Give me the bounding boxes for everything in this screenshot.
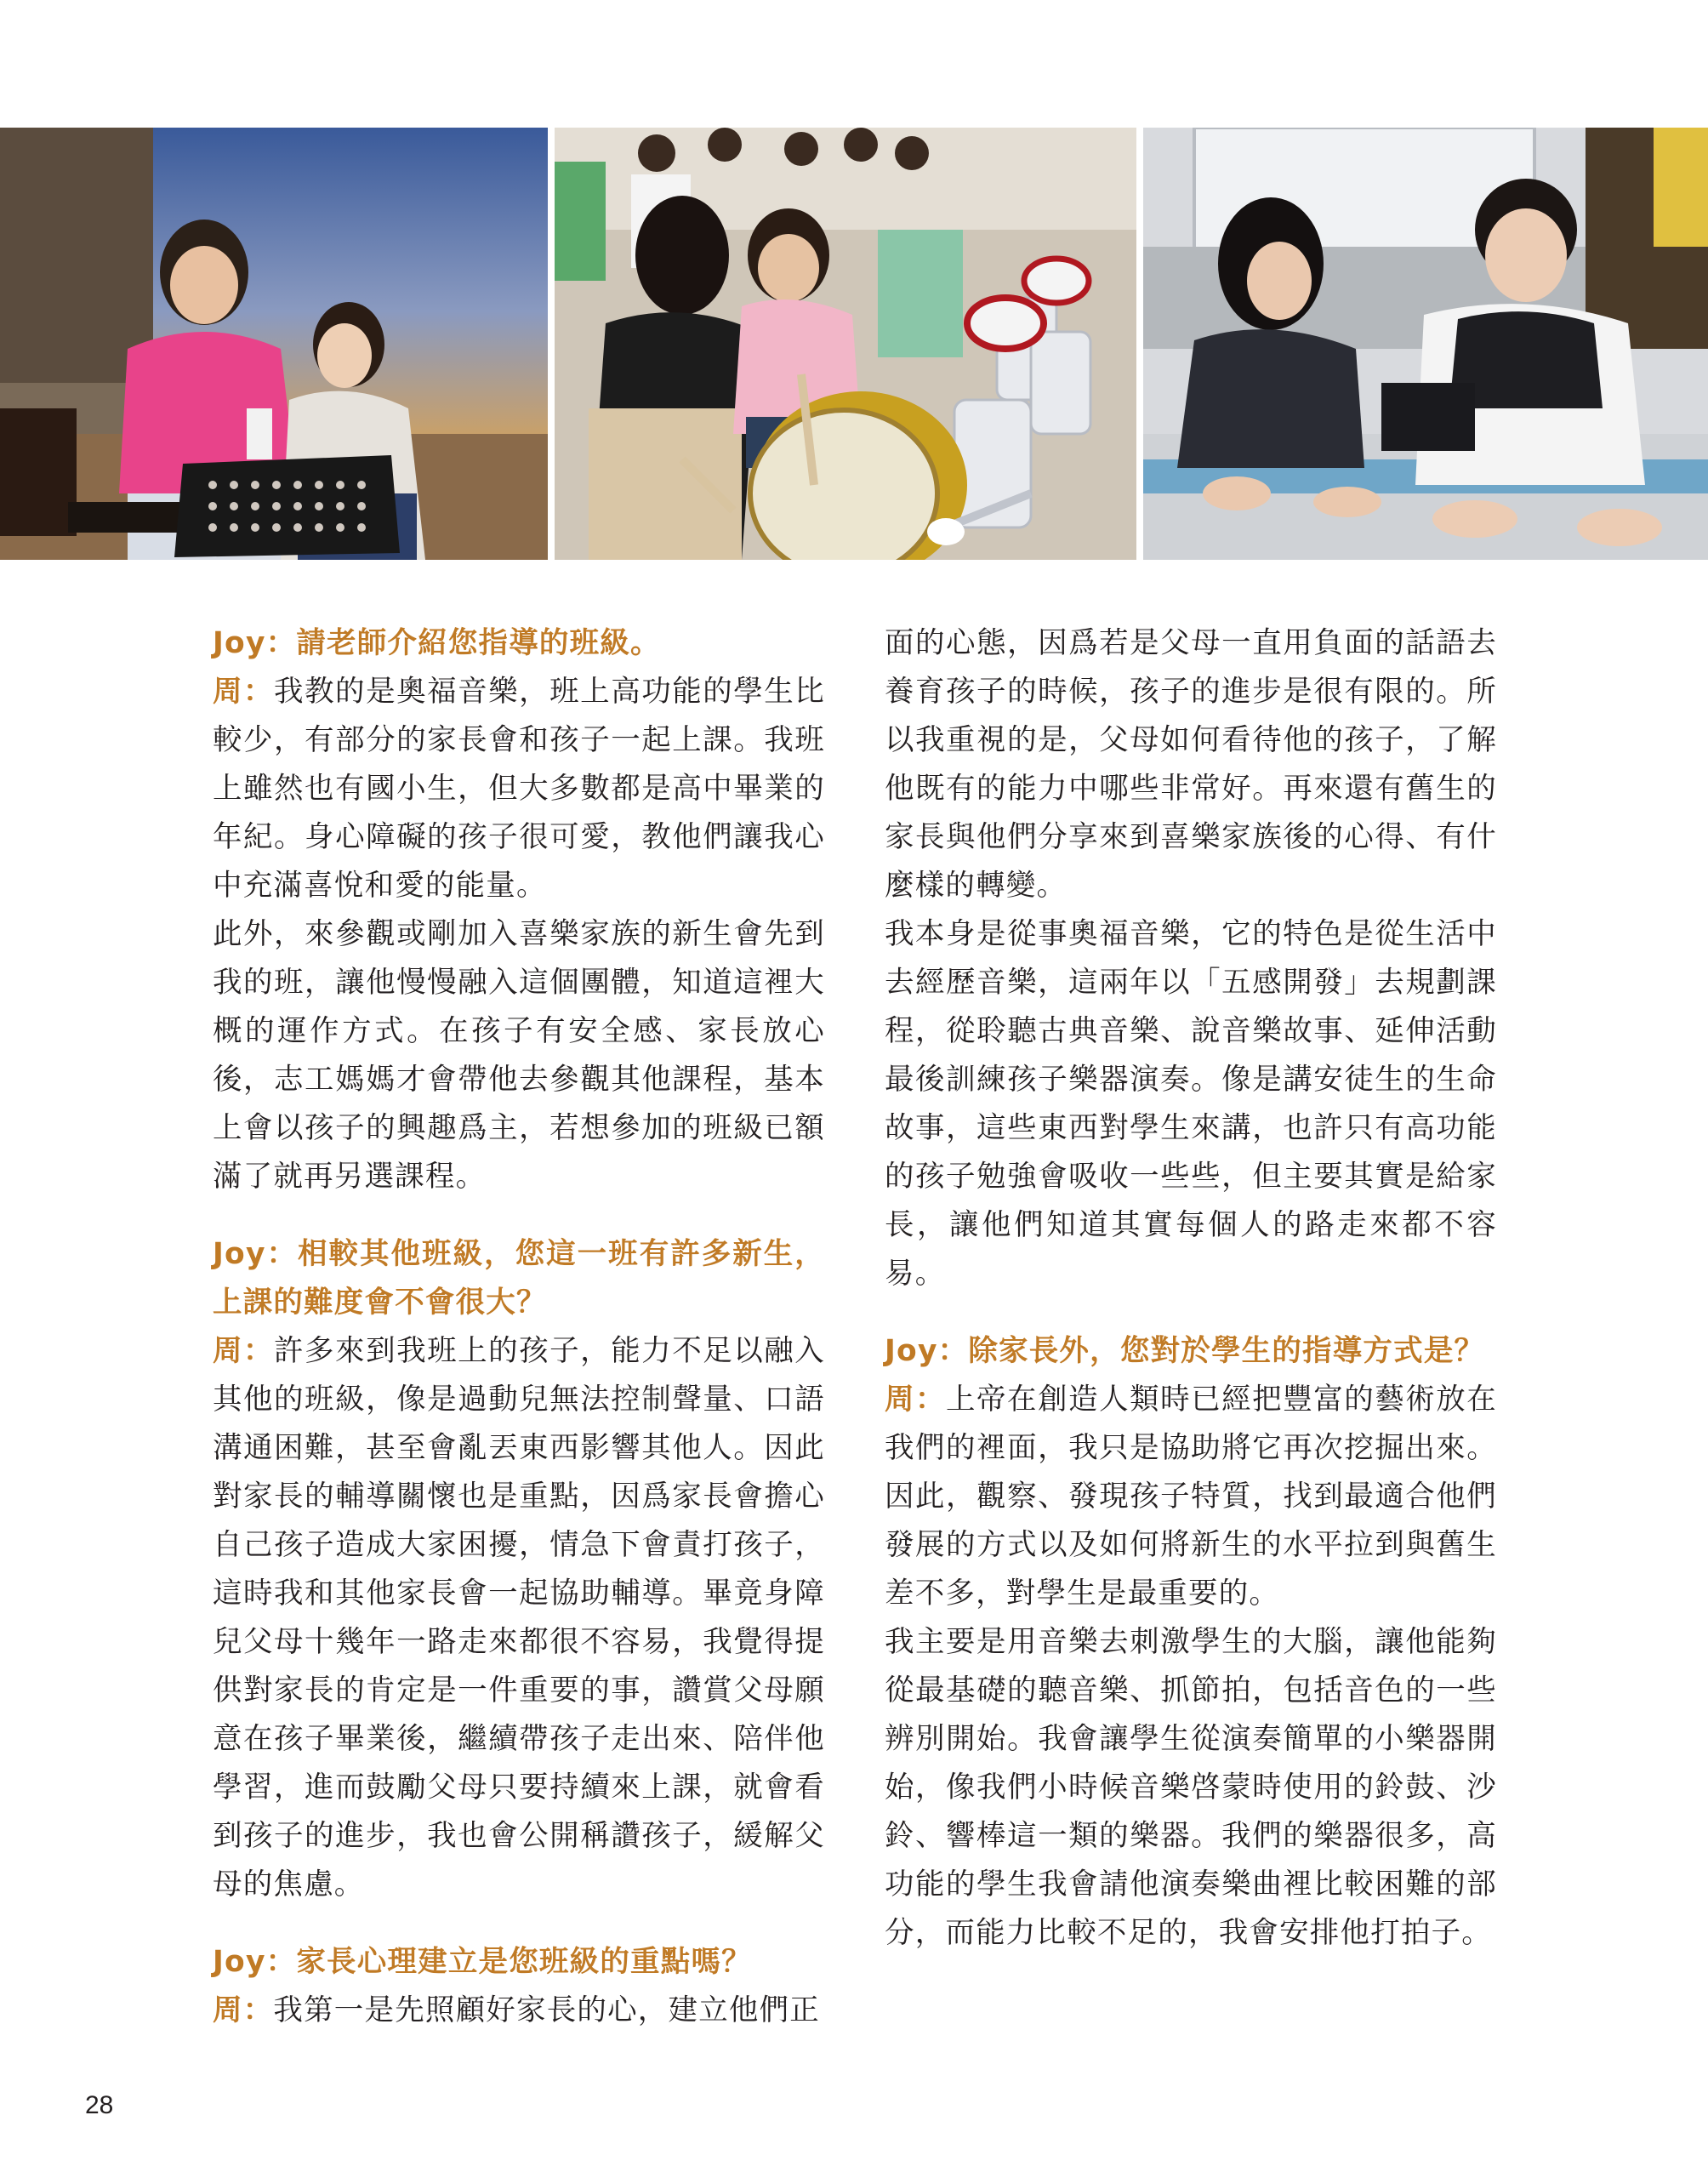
question-text: 相較其他班級，您這一班有許多新生，上課的難度會不會很大？ (213, 1237, 825, 1320)
interviewer-label: Joy： (213, 1237, 298, 1271)
article-column-left (213, 619, 825, 2035)
article-column-right (885, 619, 1497, 1958)
answer-text: 我本身是從事奧福音樂，它的特色是從生活中去經歷音樂，這兩年以「五感開發」去規劃課程，從聆聽古典音樂、說音樂故事、延伸活動最後訓練孩子樂器演奏。像是講安徒生的生命故事，這些東西對學生來講，也許只有高功能的孩子勉強會吸收一些些，但主要其實是給家長，讓他們知道其實每個人的路走來都不容易。 (885, 917, 1497, 1291)
question-text: 請老師介紹您指導的班級。 (296, 626, 661, 660)
page-number: 28 (85, 2091, 114, 2119)
photo-drum-class (555, 128, 1136, 560)
answer-text: 我教的是奧福音樂，班上高功能的學生比較少，有部分的家長會和孩子一起上課。我班上雖然也有國小生，但大多數都是高中畢業的年紀。身心障礙的孩子很可愛，教他們讓我心中充滿喜悅和愛的能量。 (213, 675, 825, 903)
photo-floor-movement (1143, 128, 1708, 560)
answer-paragraph (885, 619, 1497, 910)
speaker-label: 周： (213, 675, 275, 709)
answer-paragraph (885, 1618, 1497, 1958)
answer-text: 許多來到我班上的孩子，能力不足以融入其他的班級，像是過動兒無法控制聲量、口語溝通困難，甚至會亂丟東西影響其他人。因此對家長的輔導關懷也是重點，因爲家長會擔心自己孩子造成大家困擾，情急下會責打孩子，這時我和其他家長會一起協助輔導。畢竟身障兒父母十幾年一路走來都很不容易，我覺得提供對家長的肯定是一件重要的事，讚賞父母願意在孩子畢業後，繼續帶孩子走出來、陪伴他學習，進而鼓勵父母只要持續來上課，就會看到孩子的進步，我也會公開稱讚孩子，緩解父母的焦慮。 (213, 1334, 825, 1901)
answer-text: 此外，來參觀或剛加入喜樂家族的新生會先到我的班，讓他慢慢融入這個團體，知道這裡大概的運作方式。在孩子有安全感、家長放心後，志工媽媽才會帶他去參觀其他課程，基本上會以孩子的興趣爲主，若想參加的班級已額滿了就再另選課程。 (213, 917, 825, 1194)
answer-paragraph (213, 1327, 825, 1909)
speaker-label: 周： (213, 1334, 275, 1368)
speaker-label: 周： (885, 1383, 947, 1417)
interviewer-label: Joy： (213, 1945, 297, 1979)
answer-text: 面的心態，因爲若是父母一直用負面的話語去養育孩子的時候，孩子的進步是很有限的。所以我重視的是，父母如何看待他的孩子，了解他既有的能力中哪些非常好。再來還有舊生的家長與他們分享來到喜樂家族後的心得、有什麼樣的轉變。 (885, 626, 1497, 903)
interviewer-label: Joy： (213, 626, 297, 660)
interviewer-label: Joy： (885, 1334, 969, 1368)
question-heading (213, 1938, 825, 1987)
photo-melodica-music-stand (0, 128, 548, 560)
question-heading (213, 619, 825, 668)
answer-paragraph (213, 668, 825, 910)
question-text: 家長心理建立是您班級的重點嗎？ (296, 1945, 752, 1979)
answer-text: 我主要是用音樂去刺激學生的大腦，讓他能夠從最基礎的聽音樂、抓節拍，包括音色的一些辨別開始。我會讓學生從演奏簡單的小樂器開始，像我們小時候音樂啓蒙時使用的鈴鼓、沙鈴、響棒這一類的樂器。我們的樂器很多，高功能的學生我會請他演奏樂曲裡比較困難的部分，而能力比較不足的，我會安排他打拍子。 (885, 1625, 1497, 1950)
answer-paragraph (213, 910, 825, 1201)
answer-text: 上帝在創造人類時已經把豐富的藝術放在我們的裡面，我只是協助將它再次挖掘出來。因此，觀察、發現孩子特質，找到最適合他們發展的方式以及如何將新生的水平拉到與舊生差不多，對學生是最重要的。 (885, 1383, 1497, 1611)
question-text: 除家長外，您對於學生的指導方式是？ (968, 1334, 1485, 1368)
speaker-label: 周： (213, 1993, 274, 2027)
answer-text: 我第一是先照顧好家長的心，建立他們正 (273, 1993, 821, 2027)
question-heading (885, 1327, 1497, 1376)
answer-paragraph (885, 1376, 1497, 1618)
answer-paragraph (213, 1987, 825, 2035)
answer-paragraph (885, 910, 1497, 1298)
question-heading (213, 1230, 825, 1327)
